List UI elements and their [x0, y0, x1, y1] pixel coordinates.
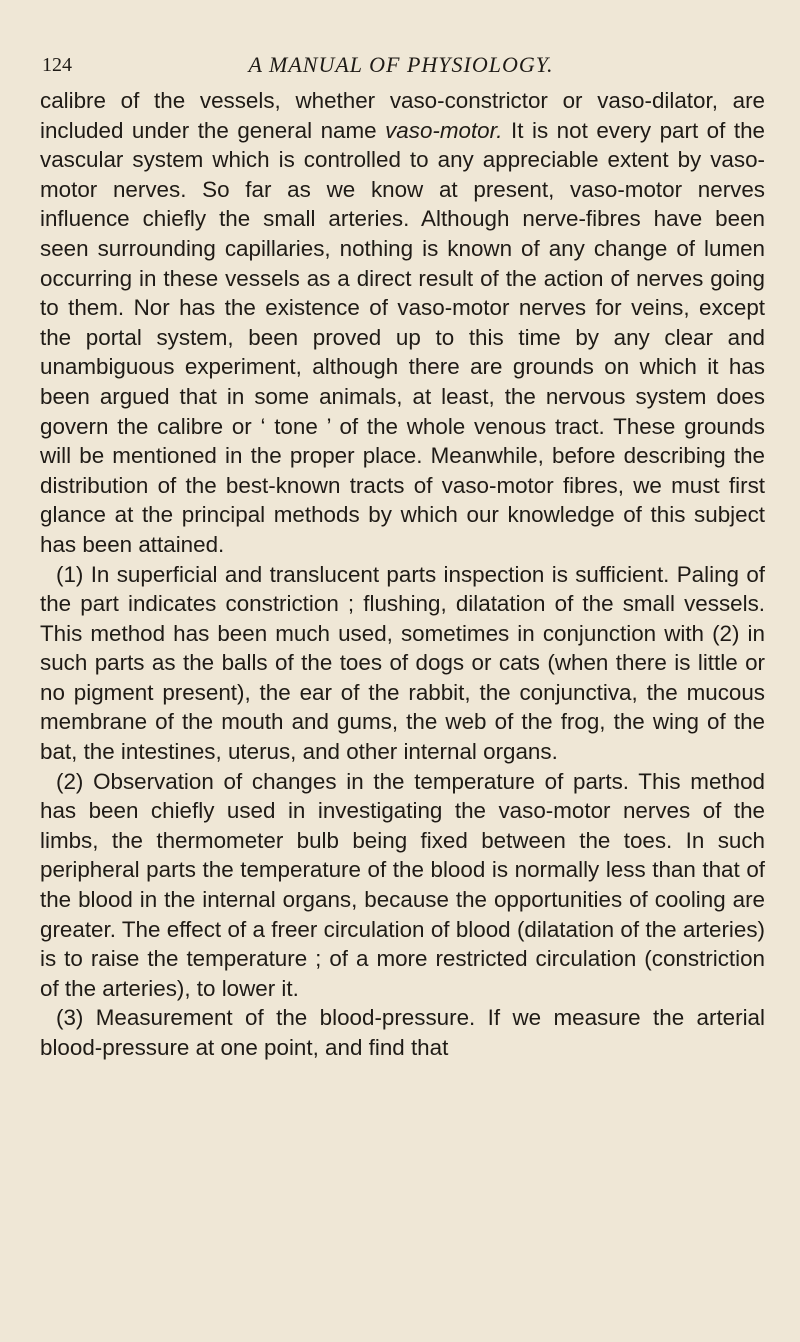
- running-title: A MANUAL OF PHYSIOLOGY.: [248, 52, 554, 77]
- paragraph-text: calibre of the vessels, whether vaso-constrictor or vaso-dilator, are included under the general name: [40, 88, 765, 143]
- paragraph-method-1: (1) In superficial and translucent parts inspection is sufficient. Paling of the part indicates constriction ; flushing, dilatation of the small vessels. This method has been much used, sometimes in conjunction with (2) in such parts as the balls of the toes of dogs or cats (when there is little or no pigment present), the ear of the rabbit, the conjunctiva, the mucous membrane of the mouth and gums, the web of the frog, the wing of the bat, the intestines, uterus, and other internal organs.: [40, 561, 765, 765]
- body-text: [40, 86, 765, 1063]
- paragraph-method-3: (3) Measurement of the blood-pressure. If we measure the arterial blood-pressure at one point, and find that: [40, 1005, 765, 1060]
- emphasized-term: vaso-motor.: [385, 117, 503, 143]
- paragraph-text: It is not every part of the vascular system which is controlled to any appreciable extent by vaso-motor nerves. So far as we know at present, vaso-motor nerves influence chiefly the small arteries. Although nerve-fibres have been seen surrounding capillaries, nothing is known of any change of lumen occurring in these vessels as a direct result of the action of nerves going to them. Nor has the existence of vaso-motor nerves for veins, except the portal system, been proved up to this time by any clear and unambiguous experiment, although there are grounds on which it has been argued that in some animals, at least, the nervous system does govern the calibre or ‘ tone ’ of the whole venous tract. These grounds will be mentioned in the proper place. Meanwhile, before describing the distribution of the best-known tracts of vaso-motor fibres, we must first glance at the principal methods by which our knowledge of this subject has been attained.: [40, 117, 766, 557]
- page-header: [42, 52, 760, 88]
- paragraph-continuation: [40, 86, 765, 560]
- page-number: 124: [42, 54, 72, 76]
- paragraph-method-2: (2) Observation of changes in the temperature of parts. This method has been chiefly used in investigating the vaso-motor nerves of the limbs, the thermometer bulb being fixed between the toes. In such peripheral parts the temperature of the blood is normally less than that of the blood in the internal organs, because the opportunities of cooling are greater. The effect of a freer circulation of blood (dilatation of the arteries) is to raise the temperature ; of a more restricted circulation (constriction of the arteries), to lower it.: [40, 768, 765, 1001]
